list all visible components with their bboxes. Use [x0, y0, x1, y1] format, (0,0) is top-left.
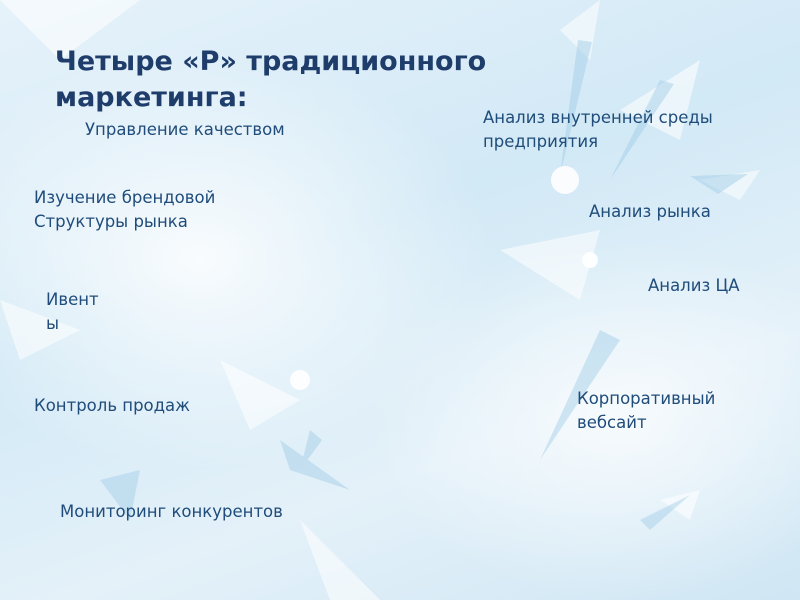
item-events: Ивент ы: [46, 290, 99, 333]
item-corporate-website: Корпоративный вебсайт: [577, 389, 716, 432]
item-internal-environment-analysis: Анализ внутренней среды предприятия: [483, 108, 713, 151]
item-brand-market-structure-study: Изучение брендовой Структуры рынка: [34, 188, 216, 231]
item-quality-management: Управление качеством: [85, 120, 285, 139]
slide-title: Четыре «Р» традиционного маркетинга:: [55, 46, 487, 113]
item-market-analysis: Анализ рынка: [589, 202, 711, 221]
item-competitor-monitoring: Мониторинг конкурентов: [60, 502, 283, 521]
item-sales-control: Контроль продаж: [34, 396, 191, 415]
item-target-audience-analysis: Анализ ЦА: [648, 276, 740, 295]
